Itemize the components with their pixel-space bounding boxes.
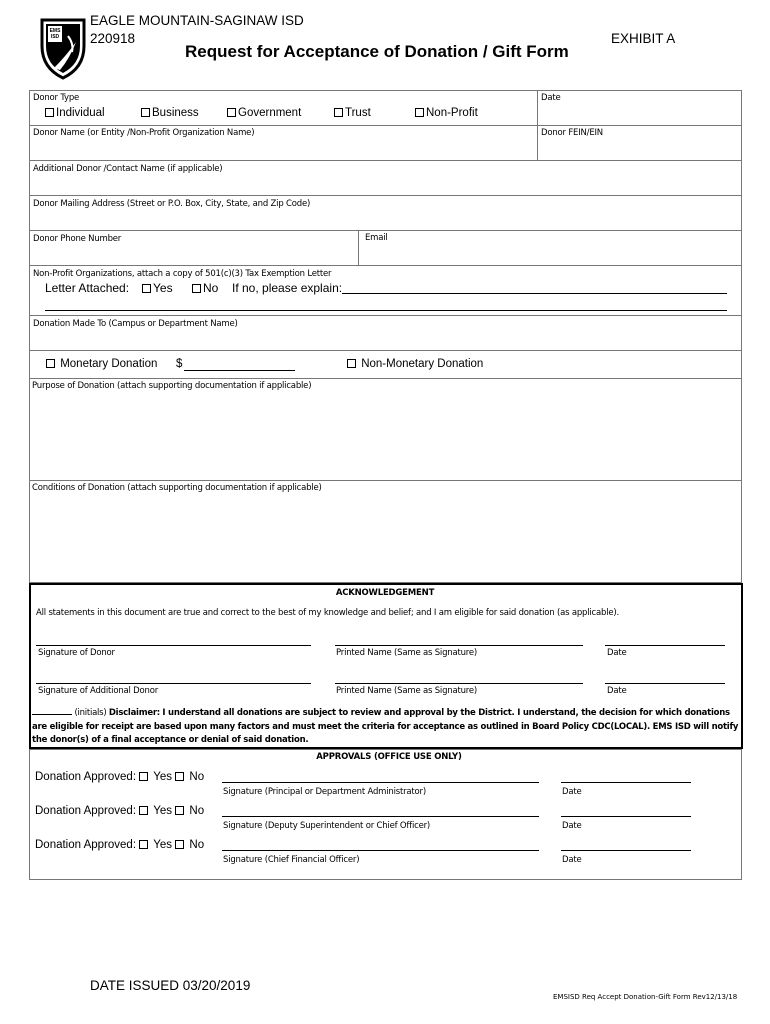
approve-no-option[interactable]: No (175, 771, 204, 783)
approve-yes-option[interactable]: Yes (139, 771, 172, 783)
donor-type-label: Donor Type (33, 93, 80, 103)
type-individual-option[interactable]: Individual (45, 107, 105, 119)
checkbox-icon (46, 359, 55, 368)
checkbox-icon (45, 108, 54, 117)
checkbox-icon (139, 772, 148, 781)
approved-label: Donation Approved: (35, 771, 137, 783)
approve-yes-option[interactable]: Yes (139, 839, 172, 851)
approvals-heading: APPROVALS (OFFICE USE ONLY) (316, 752, 462, 762)
type-business-option[interactable]: Business (141, 107, 199, 119)
additional-signature-line[interactable] (36, 683, 311, 684)
exhibit-label: EXHIBIT A (611, 31, 676, 46)
checkbox-icon (192, 284, 201, 293)
type-government-option[interactable]: Government (227, 107, 301, 119)
non-monetary-option[interactable]: Non-Monetary Donation (347, 358, 483, 370)
checkbox-icon (139, 806, 148, 815)
donor-signature-line[interactable] (36, 645, 311, 646)
checkbox-icon (175, 806, 184, 815)
date-label: Date (562, 787, 582, 797)
deputy-signature-label: Signature (Deputy Superintendent or Chief Officer) (223, 821, 431, 831)
mailing-address-label: Donor Mailing Address (Street or P.O. Box, City, State, and Zip Code) (33, 199, 311, 209)
approve-no-option[interactable]: No (175, 805, 204, 817)
type-trust-option[interactable]: Trust (334, 107, 371, 119)
approval-row-1 (35, 771, 204, 783)
approval-row-2 (35, 805, 204, 817)
fein-label: Donor FEIN/EIN (541, 128, 603, 138)
checkbox-icon (141, 108, 150, 117)
donation-made-to-label: Donation Made To (Campus or Department Name) (33, 319, 238, 329)
date-label: Date (607, 648, 627, 658)
explain-line-1[interactable] (342, 293, 727, 294)
letter-attached-label: Letter Attached: (45, 281, 130, 295)
approval-date-line-2[interactable] (561, 816, 691, 817)
additional-donor-label: Additional Donor /Contact Name (if applicable) (33, 164, 223, 174)
district-code: 220918 (90, 31, 136, 46)
disclaimer-label: Disclaimer: (108, 708, 160, 718)
conditions-field[interactable] (30, 494, 741, 582)
approval-date-line-3[interactable] (561, 850, 691, 851)
donation-made-to-field[interactable] (30, 330, 741, 349)
printed-name-label: Printed Name (Same as Signature) (336, 686, 478, 696)
additional-printed-name-line[interactable] (335, 683, 583, 684)
district-name: EAGLE MOUNTAIN-SAGINAW ISD (90, 13, 304, 28)
district-logo (38, 16, 88, 82)
donor-date-line[interactable] (605, 645, 725, 646)
checkbox-icon (142, 284, 151, 293)
monetary-option[interactable]: Monetary Donation (46, 358, 157, 370)
checkbox-icon (347, 359, 356, 368)
phone-label: Donor Phone Number (33, 234, 122, 244)
signature-of-donor-label: Signature of Donor (38, 648, 115, 658)
donor-name-label: Donor Name (or Entity /Non-Profit Organization Name) (33, 128, 255, 138)
type-nonprofit-option[interactable]: Non-Profit (415, 107, 478, 119)
checkbox-icon (175, 840, 184, 849)
date-label: Date (562, 855, 582, 865)
signature-additional-donor-label: Signature of Additional Donor (38, 686, 159, 696)
printed-name-label: Printed Name (Same as Signature) (336, 648, 478, 658)
approve-yes-option[interactable]: Yes (139, 805, 172, 817)
initials-line[interactable] (32, 707, 72, 715)
additional-date-line[interactable] (605, 683, 725, 684)
dollar-sign: $ (176, 358, 183, 370)
additional-donor-field[interactable] (30, 175, 741, 194)
approval-signature-line-1[interactable] (222, 782, 539, 783)
cfo-signature-label: Signature (Chief Financial Officer) (223, 855, 360, 865)
mailing-address-field[interactable] (30, 210, 741, 229)
approval-row-3 (35, 839, 204, 851)
approve-no-option[interactable]: No (175, 839, 204, 851)
checkbox-icon (227, 108, 236, 117)
email-field[interactable] (360, 245, 741, 264)
explain-label: If no, please explain: (232, 281, 343, 295)
form-revision: EMSISD Req Accept Donation-Gift Form Rev12/13/18 (553, 993, 738, 1001)
logo-text: EMS ISD (49, 28, 61, 40)
approval-signature-line-3[interactable] (222, 850, 539, 851)
date-field[interactable] (538, 104, 741, 124)
purpose-label: Purpose of Donation (attach supporting documentation if applicable) (32, 381, 312, 391)
conditions-label: Conditions of Donation (attach supporting documentation if applicable) (32, 483, 322, 493)
approved-label: Donation Approved: (35, 805, 137, 817)
page-title: Request for Acceptance of Donation / Gift Form (185, 42, 569, 61)
checkbox-icon (139, 840, 148, 849)
date-label: Date (541, 93, 561, 103)
checkbox-icon (334, 108, 343, 117)
nonprofit-label: Non-Profit Organizations, attach a copy of 501(c)(3) Tax Exemption Letter (33, 269, 332, 279)
phone-field[interactable] (30, 245, 357, 264)
email-label: Email (365, 233, 388, 243)
acknowledgement-statement: All statements in this document are true and correct to the best of my knowledge and belief; and I am eligible for said donation (as applicable). (36, 608, 620, 618)
disclaimer-paragraph (32, 707, 742, 748)
acknowledgement-heading: ACKNOWLEDGEMENT (335, 588, 435, 598)
letter-yes-option[interactable]: Yes (142, 281, 173, 295)
letter-no-option[interactable]: No (192, 281, 218, 295)
purpose-field[interactable] (30, 392, 741, 479)
disclaimer-text: I understand all donations are subject to review and approval by the District. I understand, the decision for which donations are eligible for receipt are based upon many factors and must meet the criteria for acceptance as outlined in Board Policy CDC(LOCAL). EMS ISD will notify the donor(s) of a final acceptance or denial of said donation. (32, 708, 739, 745)
approved-label: Donation Approved: (35, 839, 137, 851)
date-label: Date (607, 686, 627, 696)
fein-field[interactable] (538, 139, 741, 159)
donor-printed-name-line[interactable] (335, 645, 583, 646)
checkbox-icon (175, 772, 184, 781)
monetary-amount-line[interactable] (184, 370, 295, 371)
principal-signature-label: Signature (Principal or Department Administrator) (223, 787, 426, 797)
date-issued: DATE ISSUED 03/20/2019 (90, 978, 251, 993)
approval-signature-line-2[interactable] (222, 816, 539, 817)
explain-line-2[interactable] (45, 310, 727, 311)
date-label: Date (562, 821, 582, 831)
checkbox-icon (415, 108, 424, 117)
approval-date-line-1[interactable] (561, 782, 691, 783)
donor-name-field[interactable] (30, 139, 536, 159)
initials-label: (initials) (74, 708, 107, 718)
